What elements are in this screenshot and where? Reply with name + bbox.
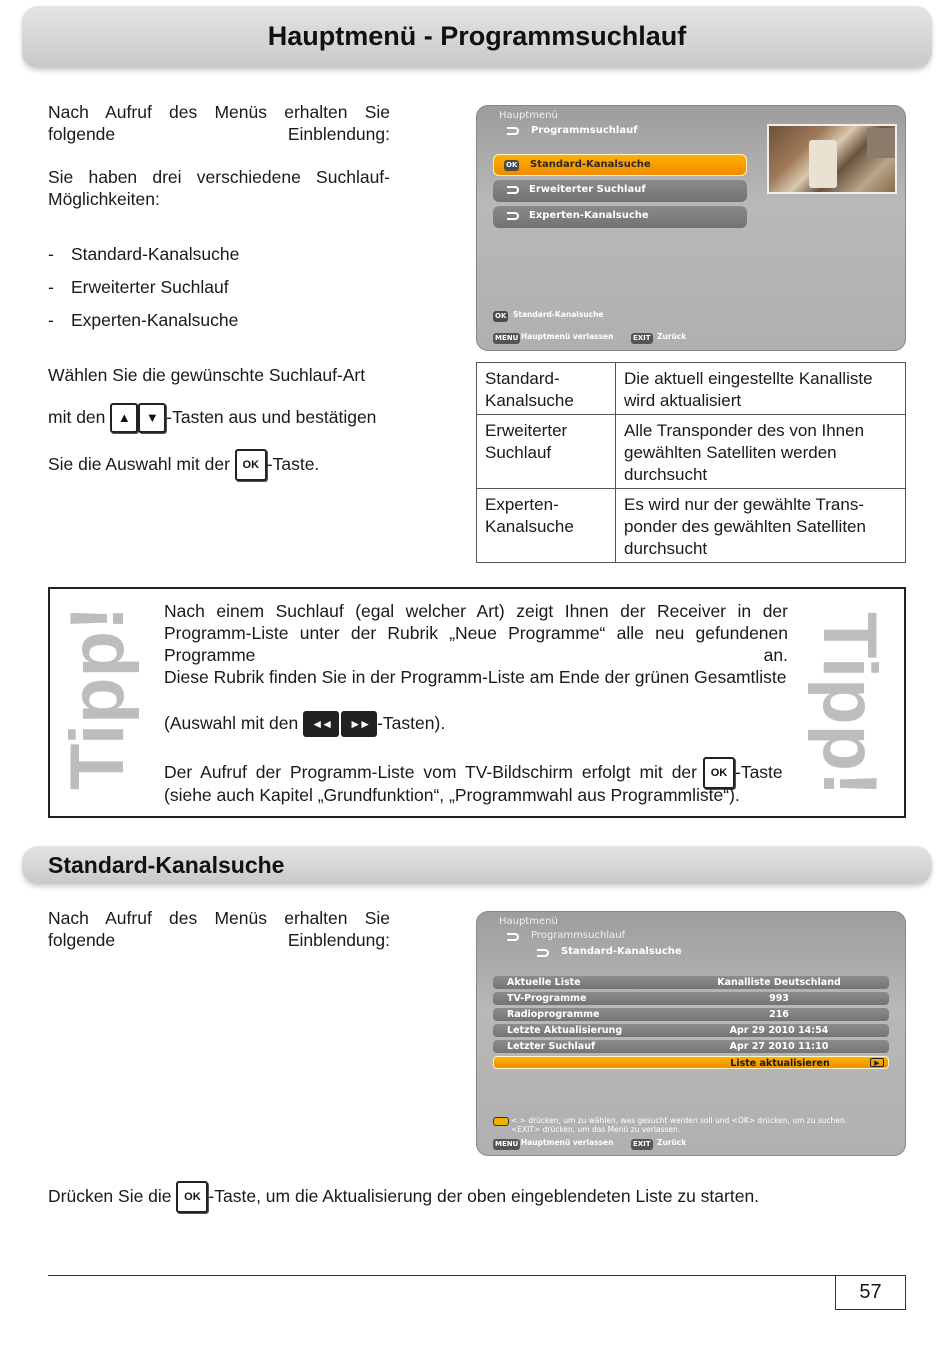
tv-hint-menu-text: Hauptmenü verlassen (521, 332, 614, 341)
tv-info-row: TV-Programme 993 (493, 992, 889, 1005)
return-arrow-icon (507, 212, 519, 220)
select-instruction-line3: Sie die Auswahl mit der OK -Taste. (48, 446, 319, 482)
tv-menu-item-standard: OK Standard-Kanalsuche (493, 154, 747, 176)
tv-info-row: Radioprogramme 216 (493, 1008, 889, 1021)
return-arrow-icon (537, 949, 549, 957)
forward-key-icon: ►► (341, 711, 377, 737)
exit-badge-icon: EXIT (633, 334, 651, 342)
section2-intro-paragraph: Nach Aufruf des Menüs erhalten Sie folgende Einblendung: (48, 908, 390, 950)
exit-badge-icon: EXIT (633, 1140, 651, 1148)
rewind-key-icon: ◄◄ (303, 711, 339, 737)
ok-key-icon: OK (703, 757, 735, 789)
tv-info-row: Aktuelle Liste Kanalliste Deutschland (493, 976, 889, 989)
tv-menu-screenshot (476, 105, 906, 351)
tv-hint-ok-text: Standard-Kanalsuche (513, 310, 604, 319)
table-cell-desc: Die aktuell eingestellte Kanalliste wird aktualisiert (616, 363, 906, 415)
tv-hint-menu-text: Hauptmenü verlassen (521, 1138, 614, 1147)
tip-paragraph-3: (Auswahl mit den ◄◄ ►► -Tasten). (164, 705, 445, 741)
return-arrow-icon (507, 186, 519, 194)
table-cell-desc: Alle Transponder des von Ihnen gewählten Satelliten werden durchsucht (616, 415, 906, 489)
options-intro-paragraph: Sie haben drei verschiedene Suchlauf-Möglichkeiten: (48, 167, 390, 209)
table-row (477, 363, 906, 415)
ok-badge-icon: OK (495, 312, 507, 320)
tip-paragraph-2: Diese Rubrik finden Sie in der Programm-Liste am Ende der grünen Gesamtliste (164, 667, 787, 687)
return-arrow-icon (507, 933, 519, 941)
tv-menu-title: Hauptmenü (499, 110, 558, 121)
tv-menu-subsubtitle: Standard-Kanalsuche (561, 946, 682, 957)
menu-badge-icon: MENU (495, 1140, 519, 1148)
tv-menu-item-expert: Experten-Kanalsuche (493, 206, 747, 228)
ok-badge-icon: OK (506, 161, 518, 169)
tip-paragraph-5: (siehe auch Kapitel „Grundfunktion“, „Programmwahl aus Programmliste“). (164, 785, 740, 805)
tip-paragraph-4: Der Aufruf der Programm-Liste vom TV-Bildschirm erfolgt mit der OK -Taste (164, 746, 783, 786)
up-arrow-key-icon: ▲ (110, 403, 138, 433)
table-cell-name: Experten-Kanalsuche (477, 489, 616, 563)
intro-paragraph: Nach Aufruf des Menüs erhalten Sie folgende Einblendung: (48, 102, 390, 144)
down-arrow-key-icon: ▼ (138, 403, 166, 433)
section-banner (22, 846, 932, 884)
menu-badge-icon: MENU (495, 334, 519, 342)
return-arrow-icon (507, 127, 519, 135)
tv-menu-subtitle: Programmsuchlauf (531, 125, 638, 136)
tv-info-row: Letzte Aktualisierung Apr 29 2010 14:54 (493, 1024, 889, 1037)
section-title: Standard-Kanalsuche (48, 852, 285, 878)
option-list-item: - Experten-Kanalsuche (48, 310, 239, 330)
tv-hint-exit-text: Zurück (657, 332, 687, 341)
select-instruction-line2: mit den ▲ ▼ -Tasten aus und bestätigen (48, 400, 376, 434)
left-right-keys-icon (493, 1117, 509, 1126)
table-cell-name: Standard-Kanalsuche (477, 363, 616, 415)
tv-menu-title: Hauptmenü (499, 916, 558, 927)
header-banner (22, 6, 932, 68)
option-list-item: - Erweiterter Suchlauf (48, 277, 229, 297)
tv-help-text: < > drücken, um zu wählen, was gesucht werden soll und <OK> drücken, um zu suchen. <EXIT> drücken, um das Menü zu verlassen. (511, 1116, 848, 1134)
tv-hint-exit-text: Zurück (657, 1138, 687, 1147)
table-cell-name: Erweiterter Suchlauf (477, 415, 616, 489)
tip-paragraph-1: Nach einem Suchlauf (egal welcher Art) zeigt Ihnen der Receiver in der Programm-Liste unter der Rubrik „Neue Programme“ alle neu gefundenen Programme an. (164, 601, 788, 665)
ok-key-icon: OK (235, 449, 267, 481)
page-number: 57 (835, 1275, 906, 1310)
ok-key-icon: OK (176, 1181, 208, 1213)
footer-divider (48, 1275, 835, 1276)
tip-watermark-left: Tipp! (55, 605, 140, 790)
select-instruction-line1: Wählen Sie die gewünschte Suchlauf-Art (48, 365, 366, 385)
tv-preview-thumbnail (767, 124, 897, 194)
page-title: Hauptmenü - Programmsuchlauf (267, 21, 687, 51)
tv-info-row: Letzter Suchlauf Apr 27 2010 11:10 (493, 1040, 889, 1053)
play-key-icon: ▶ (870, 1058, 884, 1067)
tv-menu-item-extended: Erweiterter Suchlauf (493, 180, 747, 202)
table-row (477, 489, 906, 563)
table-row (477, 415, 906, 489)
option-list-item: - Standard-Kanalsuche (48, 244, 240, 264)
search-types-table (476, 362, 906, 563)
tv-update-list-row: Liste aktualisieren ▶ (493, 1056, 889, 1069)
section2-bottom-instruction: Drücken Sie die OK -Taste, um die Aktualisierung der oben eingeblendeten Liste zu starten. (48, 1170, 759, 1206)
table-cell-desc: Es wird nur der gewählte Trans-ponder des gewählten Satelliten durchsucht (616, 489, 906, 563)
tv-standard-search-screenshot (476, 911, 906, 1156)
tip-watermark-right: Tipp! (807, 612, 892, 797)
tv-menu-subtitle: Programmsuchlauf (531, 930, 626, 941)
